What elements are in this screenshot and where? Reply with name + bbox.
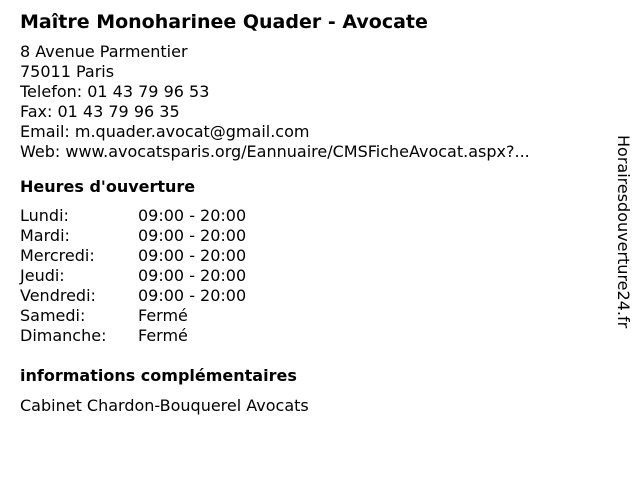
- hours-heading: Heures d'ouverture: [20, 177, 196, 196]
- address-city: 75011 Paris: [20, 62, 115, 81]
- hours-day: Mardi:: [20, 226, 70, 245]
- hours-time: 09:00 - 20:00: [138, 206, 247, 225]
- fax-line: Fax: 01 43 79 96 35: [20, 102, 180, 121]
- side-brand-watermark: Horairesdouverture24.fr: [614, 135, 633, 329]
- hours-table: [20, 206, 600, 346]
- hours-row-thursday: [20, 266, 600, 286]
- hours-day: Mercredi:: [20, 246, 95, 265]
- hours-day: Samedi:: [20, 306, 86, 325]
- hours-row-friday: [20, 286, 600, 306]
- hours-row-sunday: [20, 326, 600, 346]
- hours-row-saturday: [20, 306, 600, 326]
- info-heading: informations complémentaires: [20, 366, 297, 385]
- address-street: 8 Avenue Parmentier: [20, 42, 188, 61]
- page-title: Maître Monoharinee Quader - Avocate: [20, 11, 428, 33]
- hours-day: Lundi:: [20, 206, 69, 225]
- hours-row-wednesday: [20, 246, 600, 266]
- web-line: Web: www.avocatsparis.org/Eannuaire/CMSFicheAvocat.aspx?...: [20, 142, 530, 161]
- hours-day: Jeudi:: [20, 266, 65, 285]
- info-text: Cabinet Chardon-Bouquerel Avocats: [20, 396, 309, 415]
- hours-row-tuesday: [20, 226, 600, 246]
- hours-time: 09:00 - 20:00: [138, 266, 247, 285]
- hours-day: Vendredi:: [20, 286, 96, 305]
- hours-time: Fermé: [138, 326, 188, 345]
- phone-line: Telefon: 01 43 79 96 53: [20, 82, 210, 101]
- hours-row-monday: [20, 206, 600, 226]
- hours-time: Fermé: [138, 306, 188, 325]
- email-line: Email: m.quader.avocat@gmail.com: [20, 122, 310, 141]
- hours-day: Dimanche:: [20, 326, 107, 345]
- business-card: [20, 9, 600, 416]
- hours-time: 09:00 - 20:00: [138, 226, 247, 245]
- hours-time: 09:00 - 20:00: [138, 246, 247, 265]
- hours-time: 09:00 - 20:00: [138, 286, 247, 305]
